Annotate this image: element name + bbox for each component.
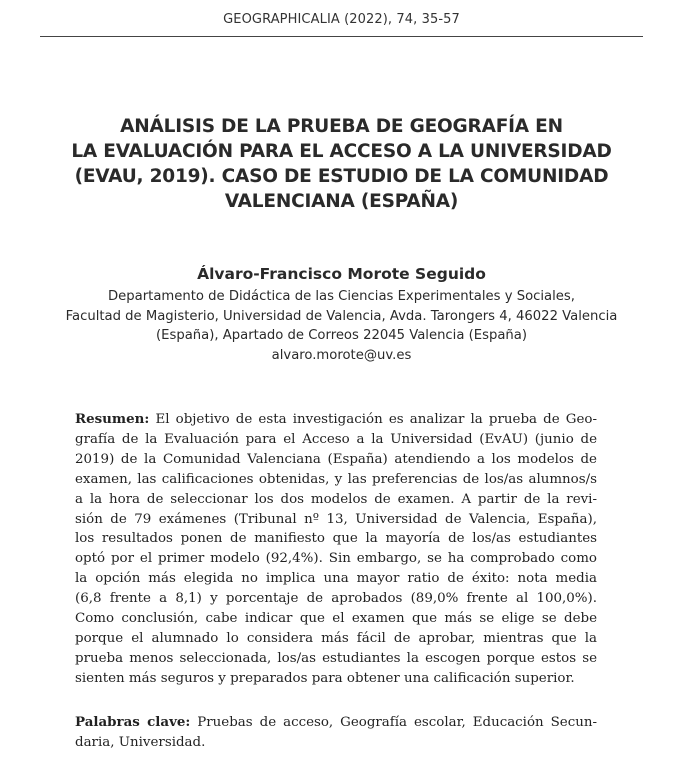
abstract-line: a la hora de seleccionar los dos modelos de examen. A partir de la revi- xyxy=(75,491,597,507)
title-line: VALENCIANA (ESPAÑA) xyxy=(224,191,459,212)
abstract-line: 2019) de la Comunidad Valenciana (España) atendiendo a los modelos de xyxy=(75,451,597,467)
abstract-line: los resultados ponen de manifiesto que la mayoría de los/as estudiantes xyxy=(75,531,597,547)
keywords-label: Palabras clave: xyxy=(75,714,191,730)
abstract-label: Resumen: xyxy=(75,411,150,427)
abstract-line: optó por el primer modelo (92,4%). Sin embargo, se ha comprobado como xyxy=(75,551,597,567)
author-email: alvaro.morote@uv.es xyxy=(271,347,412,363)
header-rule xyxy=(40,36,643,37)
abstract-line: (6,8 frente a 8,1) y porcentaje de aprobados (89,0% frente al 100,0%). xyxy=(75,591,597,607)
abstract-line: porque el alumnado lo considera más fácil de aprobar, mientras que la xyxy=(75,630,597,646)
article-title xyxy=(20,114,663,214)
title-line: ANÁLISIS DE LA PRUEBA DE GEOGRAFÍA EN xyxy=(120,116,563,137)
author-affiliation xyxy=(20,287,663,365)
abstract-line: grafía de la Evaluación para el Acceso a la Universidad (EvAU) (junio de xyxy=(75,431,597,447)
abstract-line: la opción más elegida no implica una mayor ratio de éxito: nota media xyxy=(75,571,597,587)
title-line: (EVAU, 2019). CASO DE ESTUDIO DE LA COMUNIDAD xyxy=(74,166,609,187)
author-name: Álvaro-Francisco Morote Seguido xyxy=(197,265,486,283)
abstract-line: examen, las calificaciones obtenidas, y las preferencias de los/as alumnos/s xyxy=(75,471,597,487)
abstract-line: Como conclusión, cabe indicar que el examen que más se elige se debe xyxy=(75,611,597,627)
affiliation-line: Facultad de Magisterio, Universidad de Valencia, Avda. Tarongers 4, 46022 Valencia xyxy=(65,308,618,324)
abstract-line: sienten más seguros y preparados para obtener una calificación superior. xyxy=(75,670,575,686)
title-line: LA EVALUACIÓN PARA EL ACCESO A LA UNIVERSIDAD xyxy=(71,141,612,162)
abstract xyxy=(75,410,597,689)
keywords-line: daria, Universidad. xyxy=(75,734,206,750)
affiliation-line: (España), Apartado de Correos 22045 Valencia (España) xyxy=(156,328,527,343)
abstract-line: prueba menos seleccionada, los/as estudiantes la escogen porque estos se xyxy=(75,650,597,666)
abstract-line: sión de 79 exámenes (Tribunal nº 13, Universidad de Valencia, España), xyxy=(75,511,597,527)
abstract-line xyxy=(75,410,597,430)
affiliation-line: Departamento de Didáctica de las Ciencias Experimentales y Sociales, xyxy=(108,289,575,304)
keywords xyxy=(75,713,597,753)
keywords-text: Pruebas de acceso, Geografía escolar, Educación Secun- xyxy=(190,715,597,730)
keywords-line xyxy=(75,713,597,733)
journal-header: GEOGRAPHICALIA (2022), 74, 35-57 xyxy=(223,12,460,27)
abstract-text: El objetivo de esta investigación es analizar la prueba de Geo- xyxy=(149,412,597,427)
